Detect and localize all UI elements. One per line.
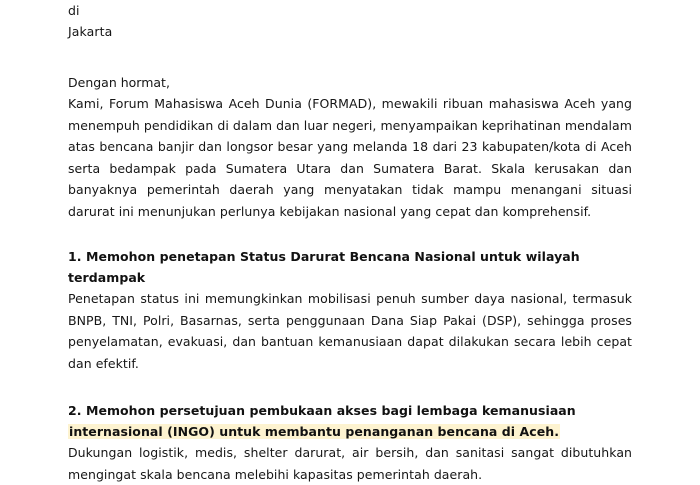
point-1-number: 1. <box>68 249 82 264</box>
point-1-heading <box>68 246 632 288</box>
point-2 <box>68 400 632 485</box>
address-line-1: di <box>68 3 80 18</box>
point-2-heading-highlight: internasional (INGO) untuk membantu penanganan bencana di Aceh. <box>69 424 559 439</box>
point-2-body: Dukungan logistik, medis, shelter darurat, air bersih, dan sanitasi sangat dibutuhkan mengingat skala bencana melebihi kapasitas pemerintah daerah. <box>68 445 632 482</box>
point-1-heading-text: Memohon penetapan Status Darurat Bencana Nasional untuk wilayah terdampak <box>68 249 580 285</box>
point-2-number: 2. <box>68 403 82 418</box>
recipient-address <box>68 0 632 42</box>
point-2-heading-lead: Memohon persetujuan pembukaan akses bagi lembaga kemanusiaan <box>85 403 576 418</box>
point-1-body: Penetapan status ini memungkinkan mobilisasi penuh sumber daya nasional, termasuk BNPB, TNI, Polri, Basarnas, serta penggunaan Dana Siap Pakai (DSP), sehingga proses penyelamatan, evakuasi, dan bantuan kemanusiaan dapat dilakukan secara lebih cepat dan efektif. <box>68 291 632 371</box>
salutation: Dengan hormat, <box>68 75 170 90</box>
point-1 <box>68 246 632 374</box>
intro-paragraph: Kami, Forum Mahasiswa Aceh Dunia (FORMAD), mewakili ribuan mahasiswa Aceh yang menempuh pendidikan di dalam dan luar negeri, menyampaikan keprihatinan mendalam atas bencana banjir dan longsor besar yang melanda 18 dari 23 kabupaten/kota di Aceh serta bedampak pada Sumatera Utara dan Sumatera Barat. Skala kerusakan dan banyaknya pemerintah daerah yang menyatakan tidak mampu menangani situasi darurat ini menunjukan perlunya kebijakan nasional yang cepat dan komprehensif. <box>68 96 632 219</box>
address-line-2: Jakarta <box>68 24 113 39</box>
point-2-heading <box>68 400 632 442</box>
